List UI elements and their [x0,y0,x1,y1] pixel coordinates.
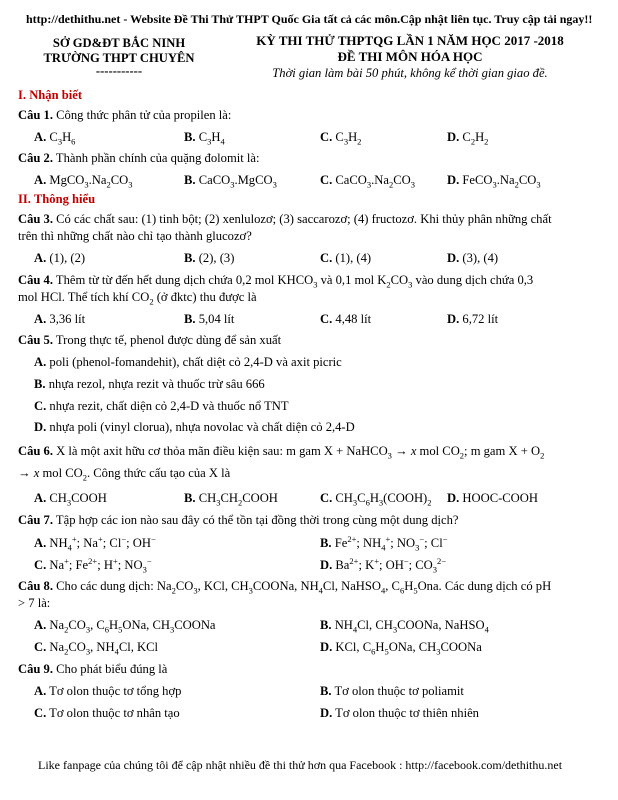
top-banner: http://dethithu.net - Website Đề Thi Thử THPT Quốc Gia tất cả các môn.Cập nhật liên tục. Truy cập tải ngay!! [26,12,593,26]
question-label: Câu 1. [18,108,53,122]
exam-title: KỲ THI THỬ THPTQG LẦN 1 NĂM HỌC 2017 -2018 [256,33,564,48]
q9-option-c: C. Tơ olon thuộc tơ nhân tạo [34,706,180,720]
q7-option-a: A. $NH_4^+$; Na+; Cl−; OH− [34,533,156,553]
q8-option-c: C. $Na_2CO_3$, $NH_4Cl$, KCl [34,640,159,657]
q8-option-a: A. $Na_2CO_3$, $C_6H_5ONa$, $CH_3COONa$ [34,618,216,635]
question-label: Câu 2. [18,151,53,165]
question-label: Câu 3. [18,212,53,226]
q1-option-b: B. $C_3H_4$ [184,130,225,147]
q6-option-a: A. $CH_3COOH$ [34,491,107,508]
section-heading-1: I. Nhận biết [18,88,83,102]
question-3-cont: trên thì những chất nào chỉ tạo thành glucozơ? [18,229,252,243]
q3-option-d: D. (3), (4) [447,251,499,265]
school-name: TRƯỜNG THPT CHUYÊN [43,51,195,65]
question-3 [18,212,552,227]
header-dashes: ----------- [95,64,143,78]
question-text: Công thức phân tử của propilen là: [56,108,232,122]
footer-note: Like fanpage của chúng tôi để cập nhật nhiều đề thi thử hơn qua Facebook : http://facebook.com/dethithu.net [38,758,563,772]
q3-option-a: A. (1), (2) [34,251,86,265]
q8-option-b: B. $NH_4Cl$, $CH_3COONa$, NaHSO$_4$ [320,618,489,635]
section-heading-2: II. Thông hiểu [18,192,96,206]
question-text: Cho phát biểu đúng là [56,662,168,676]
q4-option-b: B. 5,04 lít [184,312,235,326]
q4-option-a: A. 3,36 lít [34,312,86,326]
question-label: Câu 6. [18,444,53,458]
question-text: Thành phần chính của quặng đolomit là: [55,151,260,165]
q6-option-b: B. $CH_3CH_2COOH$ [184,491,278,508]
question-text: Tập hợp các ion nào sau đây có thể tồn tại đồng thời trong cùng một dung dịch? [55,513,459,527]
question-9 [18,662,167,677]
q2-option-c: C. $CaCO_3.Na_2CO_3$ [320,173,415,190]
q2-option-b: B. CaCO$_3$.MgCO$_3$ [184,173,277,190]
question-label: Câu 8. [18,579,53,593]
q1-option-d: D. $C_2H_2$ [447,130,489,147]
question-text: Có các chất sau: (1) tinh bột; (2) xenlulozơ; (3) saccarozơ; (4) fructozơ. Khi thủy phân những chất [56,212,552,226]
time-note: Thời gian làm bài 50 phút, không kể thời gian giao đề. [272,66,548,80]
question-8: Câu 8. Cho các dung dịch: $Na_2CO_3$, KCl, $CH_3COONa$, $NH_4Cl$, NaHSO$_4$, $C_6H_5Ona$. Các dung dịch có pH [18,579,552,596]
q6-option-c: C. $CH_3C_6H_3(COOH)_2$ [320,491,432,508]
q3-option-b: B. (2), (3) [184,251,235,265]
question-label: Câu 4. [18,273,53,287]
q1-option-a: A. $C_3H_6$ [34,130,76,147]
question-text: Trong thực tế, phenol được dùng để sản xuất [55,333,282,347]
q7-option-d: D. $Ba^{2+}$; K+; OH−; $CO_3^{2-}$ [320,555,447,575]
q5-option-d: D. nhựa poli (vinyl clorua), nhựa novolac và chất diện cỏ 2,4-D [34,420,355,434]
q5-option-c: C. nhựa rezit, chất diện cỏ 2,4-D và thuốc nổ TNT [34,399,289,413]
q9-option-b: B. Tơ olon thuộc tơ poliamit [320,684,464,698]
q8-option-d: D. KCl, $C_6H_5ONa$, $CH_3COONa$ [320,640,482,657]
q1-option-c: C. $C_3H_2$ [320,130,362,147]
question-label: Câu 7. [18,513,53,527]
department-name: SỞ GD&ĐT BẮC NINH [52,36,186,50]
question-label: Câu 9. [18,662,53,676]
question-2 [18,151,259,166]
question-1 [18,108,231,123]
q3-option-c: C. (1), (4) [320,251,372,265]
q4-option-c: C. 4,48 lít [320,312,372,326]
q6-option-d: D. HOOC-COOH [447,491,538,505]
q9-option-d: D. Tơ olon thuộc tơ thiên nhiên [320,706,479,720]
question-4-cont: mol HCl. Thể tích khí $CO_2$ (ở đktc) thu được là [18,290,257,307]
q2-option-d: D. $FeCO_3.Na_2CO_3$ [447,173,541,190]
q5-option-a: A. poli (phenol-fomandehit), chất diệt cỏ 2,4-D và axit picric [34,355,342,369]
question-4: Câu 4. Thêm từ từ đến hết dung dịch chứa 0,2 mol $KHCO_3$ và 0,1 mol $K_2CO_3$ vào dung dịch chứa 0,3 [18,273,534,290]
q4-option-d: D. 6,72 lít [447,312,499,326]
question-label: Câu 5. [18,333,53,347]
q7-option-c: C. Na+; $Fe^{2+}$; H+; $NO_3^-$ [34,555,152,575]
question-6-cont: → x mol $CO_2$. Công thức cấu tạo của X là [18,466,231,483]
question-5 [18,333,281,348]
q7-option-b: B. $Fe^{2+}$; $NH_4^+$; $NO_3^-$; Cl− [320,533,448,553]
q9-option-a: A. Tơ olon thuộc tơ tổng hợp [34,684,182,698]
q2-option-a: A. $MgCO_3.Na_2CO_3$ [34,173,133,190]
q5-option-b: B. nhựa rezol, nhựa rezit và thuốc trừ sâu 666 [34,377,265,391]
question-8-cont: > 7 là: [18,596,51,610]
question-6: Câu 6. X là một axit hữu cơ thỏa mãn điều kiện sau: m gam X + NaHCO$_3$ → x mol $CO_2$; m gam $X + O_2$ [18,444,545,461]
question-7 [18,513,459,528]
exam-subject: ĐỀ THI MÔN HÓA HỌC [337,49,483,64]
